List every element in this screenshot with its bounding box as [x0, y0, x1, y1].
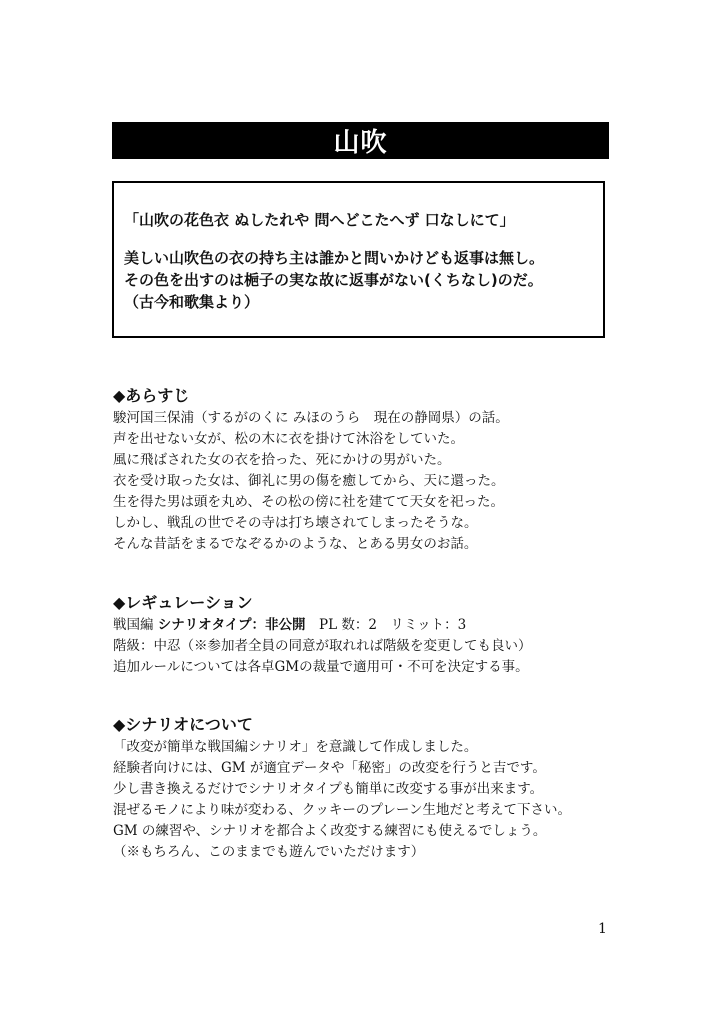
about-line: 経験者向けには、GM が適宜データや「秘密」の改変を行うと吉です。	[113, 760, 546, 776]
pl-limit: PL 数：2 リミット：3	[305, 617, 467, 633]
synopsis-line: 駿河国三保浦（するがのくに みほのうら 現在の静岡県）の話。	[113, 410, 509, 426]
poem-box	[112, 181, 605, 338]
regulation-section	[113, 592, 532, 678]
about-section	[113, 714, 571, 863]
synopsis-line: 声を出せない女が、松の木に衣を掛けて沐浴をしていた。	[113, 431, 464, 447]
poem-spacer	[124, 231, 589, 247]
scenario-type: シナリオタイプ：非公開	[157, 617, 306, 633]
page-number: 1	[598, 921, 607, 937]
poem-explanation-line: その色を出すのは梔子の実な故に返事がない(くちなし)のだ。	[124, 271, 543, 289]
page-title: 山吹	[112, 122, 609, 159]
synopsis-line: 生を得た男は頭を丸め、その松の傍に社を建てて天女を祀った。	[113, 494, 504, 510]
about-line: 少し書き換えるだけでシナリオタイプも簡単に改変する事が出来ます。	[113, 781, 544, 797]
about-line: 混ぜるモノにより味が変わる、クッキーのプレーン生地だと考えて下さい。	[113, 802, 572, 818]
regulation-line: 追加ルールについては各卓GMの裁量で適用可・不可を決定する事。	[113, 659, 529, 675]
synopsis-heading: ◆あらすじ	[113, 386, 190, 405]
synopsis-line: しかし、戦乱の世でその寺は打ち壊されてしまったそうな。	[113, 515, 478, 531]
synopsis-line: 風に飛ばされた女の衣を拾った、死にかけの男がいた。	[113, 452, 451, 468]
about-heading: ◆シナリオについて	[113, 715, 253, 734]
poem-source: （古今和歌集より）	[124, 293, 260, 311]
synopsis-line: 衣を受け取った女は、御礼に男の傷を癒してから、天に還った。	[113, 473, 505, 489]
about-line: （※もちろん、このままでも遊んでいただけます）	[113, 844, 425, 860]
synopsis-line: そんな昔話をまるでなぞるかのような、とある男女のお話。	[113, 536, 478, 552]
about-line: 「改変が簡単な戦国編シナリオ」を意識して作成しました。	[113, 739, 478, 755]
poem-text: 「山吹の花色衣 ぬしたれや 問へどこたへず 口なしにて」	[124, 211, 515, 229]
synopsis-section	[113, 385, 509, 555]
regulation-summary-line	[113, 615, 532, 636]
regulation-heading: ◆レギュレーション	[113, 593, 253, 612]
regulation-line: 階級：中忍（※参加者全員の同意が取れれば階級を変更しても良い）	[113, 638, 532, 654]
about-line: GM の練習や、シナリオを都合よく改変する練習にも使えるでしょう。	[113, 823, 547, 839]
regulation-edition: 戦国編	[113, 617, 158, 633]
poem-explanation-line: 美しい山吹色の衣の持ち主は誰かと問いかけども返事は無し。	[124, 249, 545, 267]
